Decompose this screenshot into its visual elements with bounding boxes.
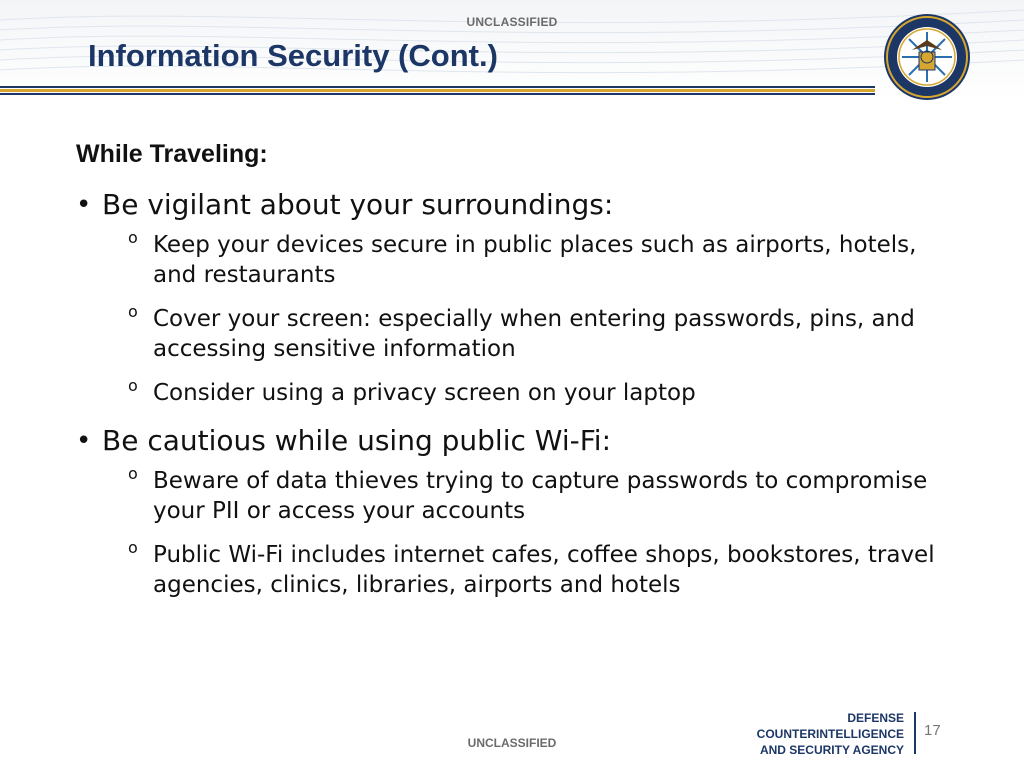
sub-bullet-item	[102, 466, 956, 526]
title-rule	[0, 86, 875, 95]
bullet-item	[76, 186, 956, 408]
sub-bullet-text: Beware of data thieves trying to capture passwords to compromise your PII or access your accounts	[153, 468, 928, 524]
sub-bullet-text: Keep your devices secure in public places such as airports, hotels, and restaurants	[153, 232, 917, 288]
sub-bullet-marker: o	[128, 464, 138, 483]
sub-bullet-item	[102, 540, 956, 600]
sub-bullet-item	[102, 230, 956, 290]
agency-name	[757, 710, 904, 758]
sub-bullet-list	[102, 466, 956, 600]
sub-bullet-marker: o	[128, 302, 138, 321]
bullet-marker: •	[76, 190, 92, 220]
sub-bullet-item	[102, 378, 956, 408]
agency-divider	[914, 712, 916, 754]
classification-banner-bottom: UNCLASSIFIED	[467, 736, 557, 750]
section-heading: While Traveling:	[76, 140, 268, 168]
sub-bullet-marker: o	[128, 376, 138, 395]
sub-bullet-text: Consider using a privacy screen on your laptop	[153, 380, 696, 406]
agency-line: DEFENSE	[847, 711, 904, 725]
agency-line: AND SECURITY AGENCY	[759, 743, 904, 757]
bullet-item	[76, 422, 956, 600]
slide-title: Information Security (Cont.)	[88, 38, 498, 73]
sub-bullet-marker: o	[128, 538, 138, 557]
sub-bullet-item	[102, 304, 956, 364]
agency-line: COUNTERINTELLIGENCE	[756, 727, 904, 741]
sub-bullet-list	[102, 230, 956, 408]
bullet-marker: •	[76, 426, 92, 456]
bullet-list	[76, 186, 956, 614]
sub-bullet-text: Public Wi-Fi includes internet cafes, coffee shops, bookstores, travel agencies, clinics, libraries, airports and hotels	[153, 542, 935, 598]
agency-seal-icon	[882, 12, 972, 102]
classification-banner-top: UNCLASSIFIED	[466, 15, 558, 29]
page-number: 17	[924, 722, 941, 739]
sub-bullet-text: Cover your screen: especially when entering passwords, pins, and accessing sensitive information	[153, 306, 915, 362]
sub-bullet-marker: o	[128, 228, 138, 247]
bullet-text: Be cautious while using public Wi-Fi:	[102, 424, 612, 457]
bullet-text: Be vigilant about your surroundings:	[102, 188, 614, 221]
